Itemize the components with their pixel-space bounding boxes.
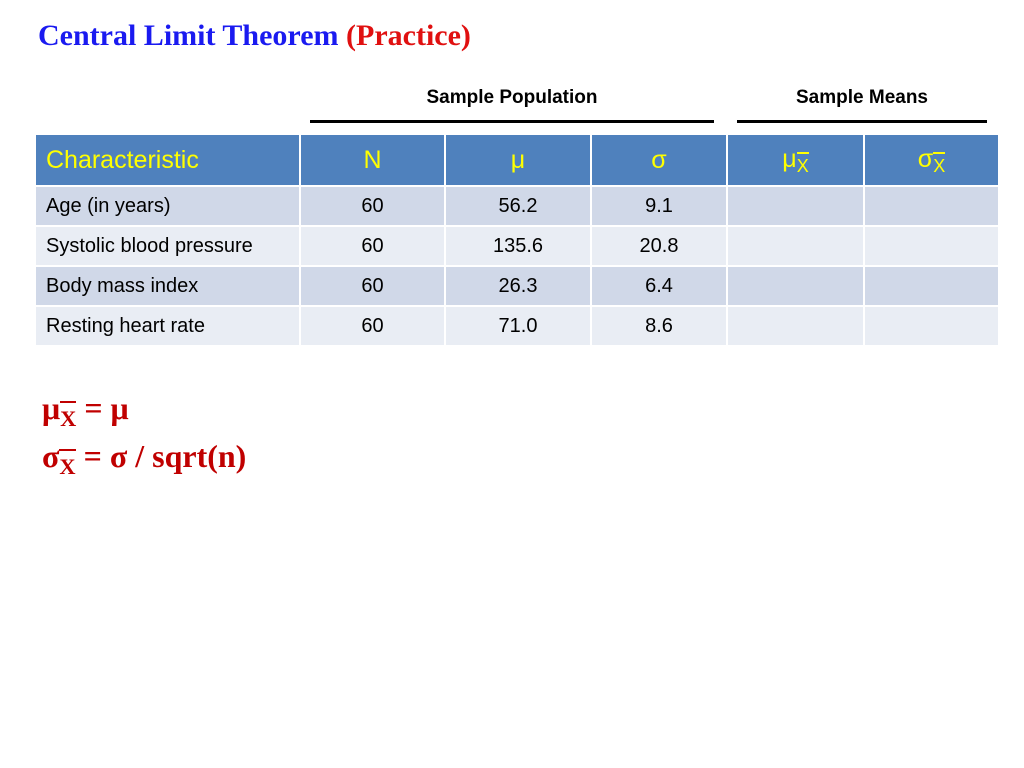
cell-sigma: 9.1 [591,186,727,226]
cell-n: 60 [300,266,445,306]
cell-sigma-xbar [864,266,999,306]
title-main: Central Limit Theorem [38,19,339,52]
table-row [35,266,999,306]
formula-mean-symbol: μ [42,390,61,426]
table-header-row [35,134,999,186]
group-rule-means [737,120,987,123]
group-rule-population [310,120,714,123]
cell-mu: 135.6 [445,226,591,266]
cell-sigma-xbar [864,186,999,226]
cell-mu-xbar [727,306,864,346]
cell-characteristic: Body mass index [35,266,300,306]
table-row [35,306,999,346]
cell-n: 60 [300,226,445,266]
cell-characteristic: Systolic blood pressure [35,226,300,266]
header-mu-xbar [727,134,864,186]
title-accent: (Practice) [346,19,471,52]
cell-sigma: 8.6 [591,306,727,346]
formulas [42,384,246,480]
header-mu-xbar-symbol: μ [782,144,797,173]
formula-mean-rhs: = μ [76,390,129,426]
cell-sigma-xbar [864,306,999,346]
cell-mu-xbar [727,226,864,266]
formula-mean-sub: X [60,405,77,431]
header-n: N [300,134,445,186]
formula-mean [42,384,246,432]
table-row [35,226,999,266]
cell-mu-xbar [727,266,864,306]
data-table [34,133,1000,347]
formula-std-error-sub: X [59,453,76,479]
cell-sigma-xbar [864,226,999,266]
cell-mu: 26.3 [445,266,591,306]
formula-std-error [42,432,246,480]
header-sigma-xbar-symbol: σ [917,144,934,173]
formula-std-error-rhs: = σ / sqrt(n) [75,438,247,474]
cell-n: 60 [300,306,445,346]
formula-std-error-symbol: σ [42,438,60,474]
cell-sigma: 6.4 [591,266,727,306]
group-label-population: Sample Population [426,87,598,108]
header-sigma-xbar-sub: X [933,156,946,177]
header-mu-xbar-sub: X [796,156,809,177]
cell-characteristic: Age (in years) [35,186,300,226]
cell-sigma: 20.8 [591,226,727,266]
header-sigma: σ [591,134,727,186]
slide-title [38,16,471,56]
cell-characteristic: Resting heart rate [35,306,300,346]
cell-mu: 71.0 [445,306,591,346]
header-characteristic: Characteristic [35,134,300,186]
cell-n: 60 [300,186,445,226]
header-mu: μ [445,134,591,186]
header-sigma-xbar [864,134,999,186]
group-label-means: Sample Means [796,87,928,108]
cell-mu: 56.2 [445,186,591,226]
cell-mu-xbar [727,186,864,226]
table-row [35,186,999,226]
